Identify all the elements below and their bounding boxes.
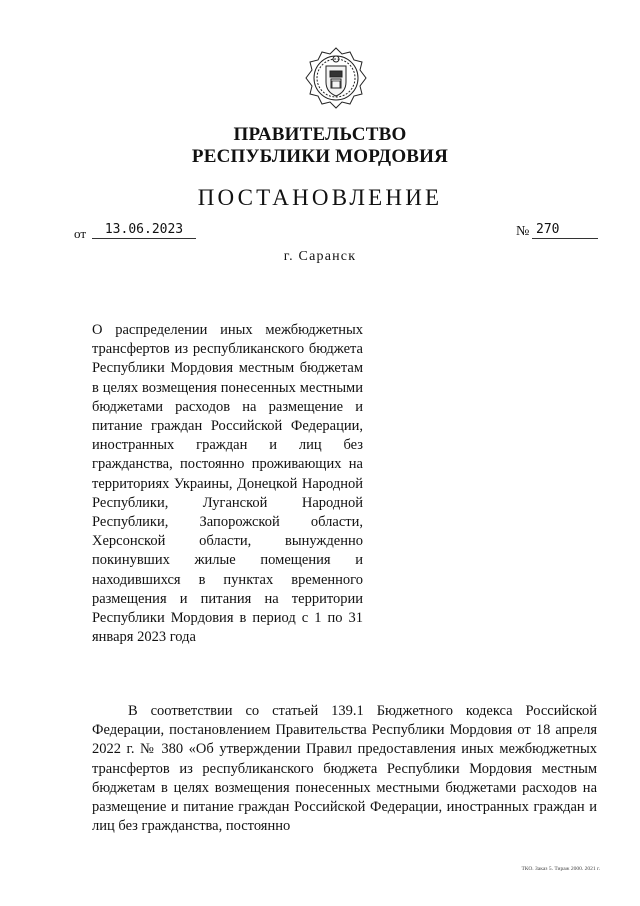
government-title-line1: ПРАВИТЕЛЬСТВО	[233, 124, 407, 145]
coat-of-arms-icon	[302, 44, 370, 112]
document-body-paragraph: В соответствии со статьей 139.1 Бюджетного кодекса Российской Федерации, постановлением Правительства Республики Мордовия от 18 апреля 2022 г. № 380 «Об утверждении Правил предоставления иных межбюджетных трансфертов из республиканского бюджета Республики Мордовия местным бюджетам в целях возмещения понесенных местными бюджетами расходов на размещение и питание граждан Российской Федерации, иностранных граждан и лиц без гражданства, постоянно	[92, 703, 597, 835]
number-prefix: №	[516, 224, 530, 239]
document-date: 13.06.2023	[92, 222, 196, 239]
printer-footer-mark: ТКО. Заказ 5. Тираж 2000. 2021 г.	[521, 866, 600, 872]
document-subject: О распределении иных межбюджетных трансфертов из республиканского бюджета Республики Мордовия местным бюджетам в целях возмещения понесенных местными бюджетами расходов на размещение и питание граждан Российской Федерации, иностранных граждан и лиц без гражданства, постоянно проживающих на территориях Украины, Донецкой Народной Республики, Луганской Народной Республики, Запорожской области, Херсонской области, вынужденно покинувших жилые помещения и находившихся в пунктах временного размещения и питания на территории Республики Мордовия в период с 1 по 31 января 2023 года	[92, 322, 363, 646]
coat-of-arms-emblem	[302, 44, 370, 112]
document-type-title: ПОСТАНОВЛЕНИЕ	[197, 185, 443, 210]
document-number: 270	[532, 222, 598, 239]
city-label: г. Саранск	[283, 249, 357, 264]
government-title-line2: РЕСПУБЛИКИ МОРДОВИЯ	[191, 146, 449, 167]
date-prefix: от	[74, 226, 87, 241]
